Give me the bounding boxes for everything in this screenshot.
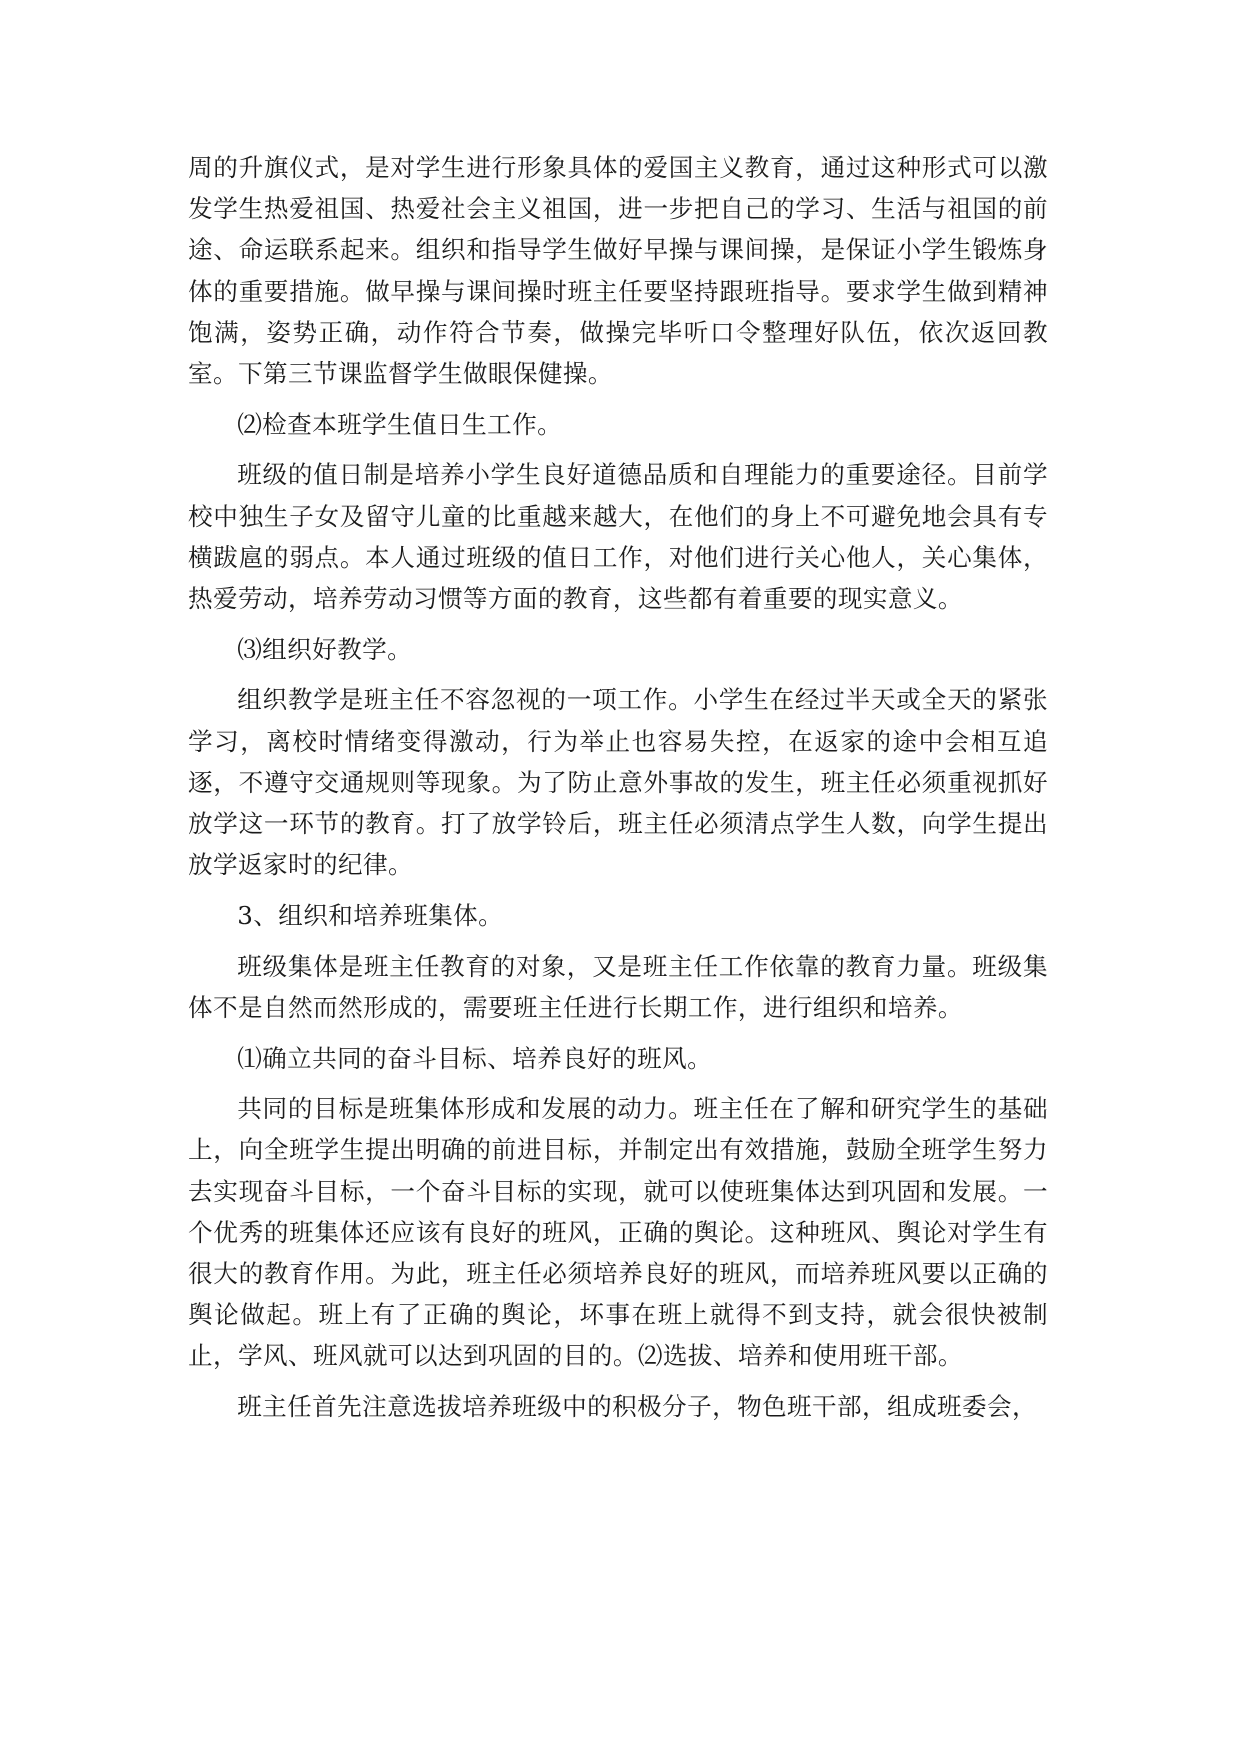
document-page [188,147,1048,1437]
paragraph-organize-teaching: 组织教学是班主任不容忽视的一项工作。小学生在经过半天或全天的紧张学习，离校时情绪变得激动，行为举止也容易失控，在返家的途中会相互追逐，不遵守交通规则等现象。为了防止意外事故的发生，班主任必须重视抓好放学这一环节的教育。打了放学铃后，班主任必须清点学生人数，向学生提出放学返家时的纪律。 [188,685,1048,880]
section-heading-class-collective: 3、组织和培养班集体。 [237,900,504,930]
subheading-common-goals: ⑴确立共同的奋斗目标、培养良好的班风。 [237,1043,713,1073]
subheading-duty-check: ⑵检查本班学生值日生工作。 [237,409,563,439]
paragraph-continuation: 周的升旗仪式，是对学生进行形象具体的爱国主义教育，通过这种形式可以激发学生热爱祖国、热爱社会主义祖国，进一步把自己的学习、生活与祖国的前途、命运联系起来。组织和指导学生做好早操与课间操，是保证小学生锻炼身体的重要措施。做早操与课间操时班主任要坚持跟班指导。要求学生做到精神饱满，姿势正确，动作符合节奏，做操完毕听口令整理好队伍，依次返回教室。下第三节课监督学生做眼保健操。 [188,153,1048,389]
paragraph-common-goals: 共同的目标是班集体形成和发展的动力。班主任在了解和研究学生的基础上，向全班学生提出明确的前进目标，并制定出有效措施，鼓励全班学生努力去实现奋斗目标，一个奋斗目标的实现，就可以使班集体达到巩固和发展。一个优秀的班集体还应该有良好的班风，正确的舆论。这种班风、舆论对学生有很大的教育作用。为此，班主任必须培养良好的班风，而培养班风要以正确的舆论做起。班上有了正确的舆论，坏事在班上就得不到支持，就会很快被制止，学风、班风就可以达到巩固的目的。⑵选拔、培养和使用班干部。 [188,1094,1048,1371]
subheading-organize-teaching: ⑶组织好教学。 [237,634,413,664]
paragraph-class-collective: 班级集体是班主任教育的对象，又是班主任工作依靠的教育力量。班级集体不是自然而然形成的，需要班主任进行长期工作，进行组织和培养。 [188,951,1048,1022]
paragraph-duty-system: 班级的值日制是培养小学生良好道德品质和自理能力的重要途径。目前学校中独生子女及留守儿童的比重越来越大，在他们的身上不可避免地会具有专横跋扈的弱点。本人通过班级的值日工作，对他们进行关心他人，关心集体，热爱劳动，培养劳动习惯等方面的教育，这些都有着重要的现实意义。 [188,460,1048,614]
paragraph-class-cadres: 班主任首先注意选拔培养班级中的积极分子，物色班干部，组成班委会， [237,1392,1037,1422]
